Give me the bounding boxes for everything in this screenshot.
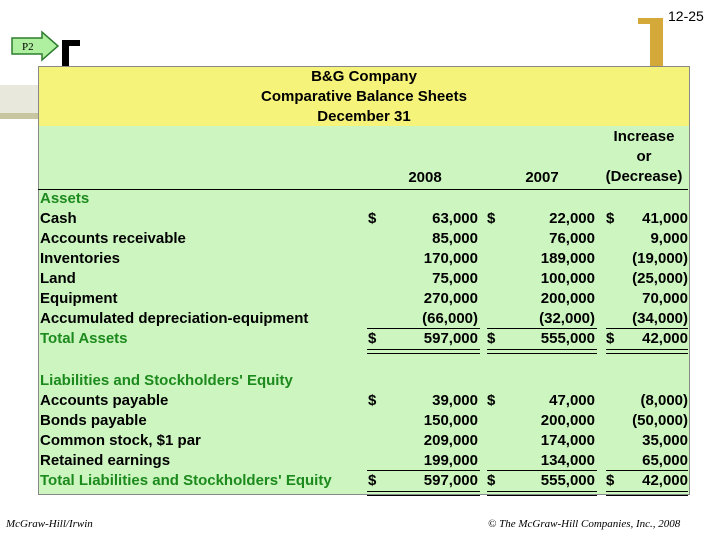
table-row-change: 9,000	[650, 230, 688, 247]
table-row-v2007: (32,000)	[539, 310, 595, 327]
table-row-v2007: 174,000	[540, 432, 595, 449]
header-change-line3: (Decrease)	[605, 168, 683, 185]
subtotal-rule	[487, 328, 597, 329]
table-row-v2008: 39,000	[432, 392, 478, 409]
table-row-change: 65,000	[642, 452, 688, 469]
total-row-d2: $	[487, 472, 496, 489]
total-row-v2007: 555,000	[540, 330, 595, 347]
table-row-label: Land	[40, 270, 76, 287]
table-row-v2007: 134,000	[540, 452, 595, 469]
total-row-v2007: 555,000	[540, 472, 595, 489]
total-row-d3: $	[606, 330, 615, 347]
p2-tag-label: P2	[22, 41, 34, 53]
table-row-v2007: 76,000	[549, 230, 595, 247]
table-row-v2008: 150,000	[423, 412, 478, 429]
subtotal-rule	[367, 328, 480, 329]
table-row-v2008: 75,000	[432, 270, 478, 287]
table-row-v2008: 199,000	[423, 452, 478, 469]
header-change-line1: Increase	[613, 128, 675, 145]
table-row-v2007: 100,000	[540, 270, 595, 287]
table-row-change: (8,000)	[640, 392, 688, 409]
table-row-d1: $	[368, 210, 377, 227]
header-2008: 2008	[408, 169, 442, 186]
table-row-d2: $	[487, 210, 496, 227]
table-row-v2007: 47,000	[549, 392, 595, 409]
total-row-change: 42,000	[642, 330, 688, 347]
total-double-rule	[367, 349, 480, 354]
statement-title: Comparative Balance Sheets	[261, 88, 467, 105]
header-rule	[38, 189, 688, 190]
table-row-change: (19,000)	[632, 250, 688, 267]
bracket-left-top-decoration	[62, 40, 80, 46]
table-row-v2008: 63,000	[432, 210, 478, 227]
bracket-right-top-decoration	[638, 18, 663, 24]
footer-copyright: © The McGraw-Hill Companies, Inc., 2008	[488, 518, 681, 530]
table-row-v2008: 85,000	[432, 230, 478, 247]
table-row-v2008: (66,000)	[422, 310, 478, 327]
table-row-v2008: 209,000	[423, 432, 478, 449]
table-row-change: 70,000	[642, 290, 688, 307]
subtotal-rule	[367, 470, 480, 471]
slide-number-text: 12-25	[668, 8, 704, 24]
table-row-v2007: 200,000	[540, 412, 595, 429]
table-row-v2007: 200,000	[540, 290, 595, 307]
header-2007: 2007	[525, 169, 559, 186]
table-row-label: Accounts receivable	[40, 230, 186, 247]
table-row-d1: $	[368, 392, 377, 409]
table-row-label: Cash	[40, 210, 77, 227]
table-row-d2: $	[487, 392, 496, 409]
table-row-v2007: 22,000	[549, 210, 595, 227]
table-row-change: 35,000	[642, 432, 688, 449]
table-row-label: Retained earnings	[40, 452, 171, 469]
table-row-d3: $	[606, 210, 615, 227]
table-row-label: Common stock, $1 par	[40, 432, 201, 449]
liabilities-heading: Liabilities and Stockholders' Equity	[40, 372, 293, 389]
footer-publisher: McGraw-Hill/Irwin	[6, 518, 93, 530]
table-row-label: Inventories	[40, 250, 121, 267]
total-row-v2008: 597,000	[423, 472, 478, 489]
total-row-d1: $	[368, 330, 377, 347]
subtotal-rule	[606, 470, 688, 471]
total-double-rule	[487, 491, 597, 496]
assets-heading: Assets	[40, 190, 90, 207]
total-row-label: Total Assets	[40, 330, 128, 347]
total-double-rule	[487, 349, 597, 354]
table-row-change: (25,000)	[632, 270, 688, 287]
header-change-line2: or	[636, 148, 652, 165]
table-row-label: Accounts payable	[40, 392, 169, 409]
table-row-change: (34,000)	[632, 310, 688, 327]
total-row-label: Total Liabilities and Stockholders' Equity	[40, 472, 332, 489]
subtotal-rule	[487, 470, 597, 471]
statement-date: December 31	[317, 108, 411, 125]
table-row-change: 41,000	[642, 210, 688, 227]
total-double-rule	[606, 491, 688, 496]
table-row-label: Equipment	[40, 290, 118, 307]
total-row-d3: $	[606, 472, 615, 489]
table-row-v2007: 189,000	[540, 250, 595, 267]
table-row-label: Bonds payable	[40, 412, 147, 429]
table-row-v2008: 270,000	[423, 290, 478, 307]
bracket-right-decoration	[650, 18, 663, 70]
total-row-change: 42,000	[642, 472, 688, 489]
total-double-rule	[606, 349, 688, 354]
total-row-d1: $	[368, 472, 377, 489]
subtotal-rule	[606, 328, 688, 329]
p2-arrow-icon	[10, 30, 62, 64]
total-row-d2: $	[487, 330, 496, 347]
table-row-label: Accumulated depreciation-equipment	[40, 310, 309, 327]
table-row-change: (50,000)	[632, 412, 688, 429]
table-row-v2008: 170,000	[423, 250, 478, 267]
total-double-rule	[367, 491, 480, 496]
company-name: B&G Company	[311, 68, 417, 85]
total-row-v2008: 597,000	[423, 330, 478, 347]
